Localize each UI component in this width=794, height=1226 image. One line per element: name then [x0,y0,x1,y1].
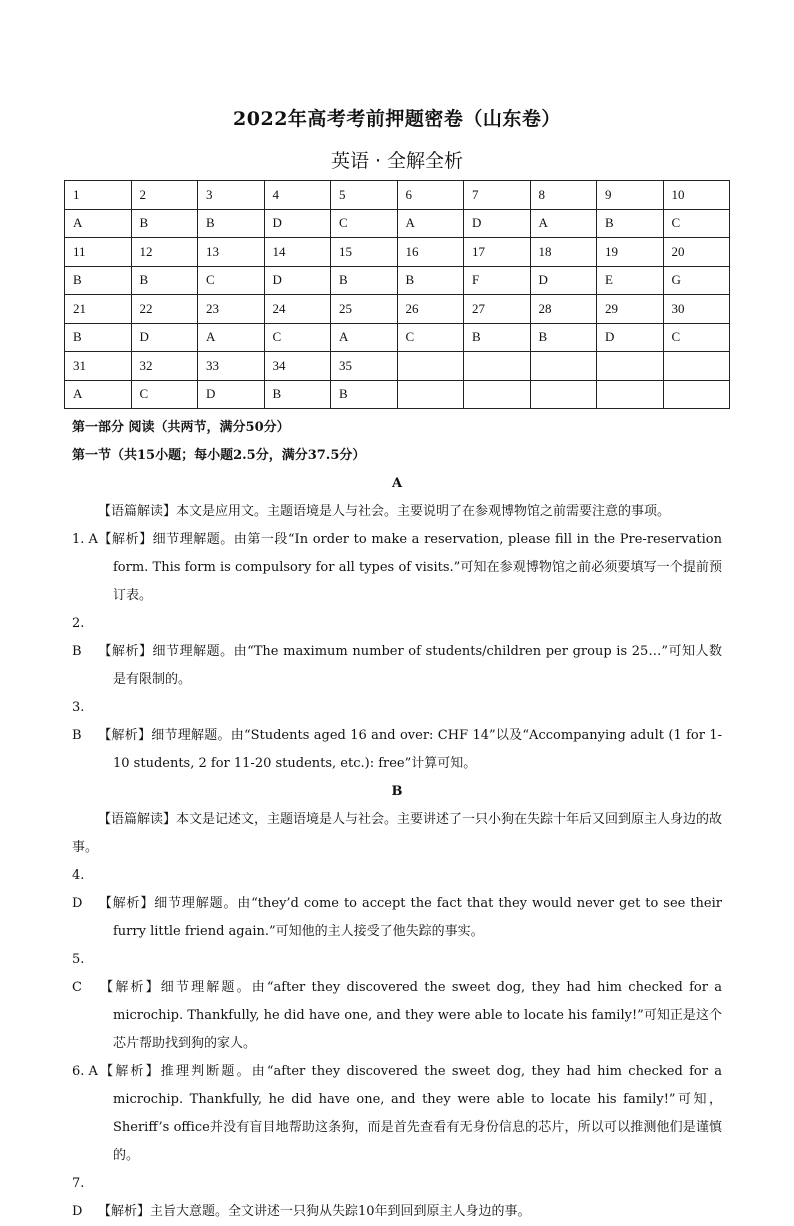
answer-row [65,266,730,295]
item-number: 2. B [72,616,85,659]
question-number-cell: 12 [131,238,198,267]
passage-a-items [72,526,722,778]
explanation-item [72,610,722,694]
answer-row [65,181,730,210]
answer-row [65,380,730,409]
answer-cell: C [663,209,730,238]
answer-cell [597,380,664,409]
question-number-cell: 35 [331,352,398,381]
answer-cell: C [331,209,398,238]
question-number-cell: 31 [65,352,132,381]
question-number-cell [597,352,664,381]
answer-cell: B [597,209,664,238]
answer-table [64,180,730,409]
answer-cell [663,380,730,409]
explanation-item [72,1058,722,1170]
answer-cell: D [264,266,331,295]
answer-cell: B [331,380,398,409]
question-number-cell: 29 [597,295,664,324]
answer-cell: E [597,266,664,295]
item-text: 【解析】细节理解题。由第一段“In order to make a reservation, please fill in the Pre-reservation form. This form is compulsory for all types of visits.”可知在参观博物馆之前必须要填写一个提前预订表。 [98,532,722,603]
answer-cell: B [65,323,132,352]
answer-cell: F [464,266,531,295]
item-number: 1. A [72,532,98,547]
question-number-cell: 4 [264,181,331,210]
question-number-cell: 16 [397,238,464,267]
item-text: 【解析】细节理解题。由“they’d come to accept the fact that they would never get to see their furry little friend again.”可知他的主人接受了他失踪的事实。 [98,896,722,939]
answer-cell: C [131,380,198,409]
answer-row [65,323,730,352]
question-number-cell [663,352,730,381]
question-number-cell: 25 [331,295,398,324]
item-text: 【解析】细节理解题。由“The maximum number of students/children per group is 25…”可知人数是有限制的。 [98,644,722,687]
passage-b-items [72,862,722,1226]
explanation-item [72,1170,722,1226]
question-number-cell: 1 [65,181,132,210]
question-number-cell [397,352,464,381]
answer-row [65,209,730,238]
answer-cell [530,380,597,409]
item-number: 7. D [72,1176,85,1219]
answer-cell: B [464,323,531,352]
explanations-body [72,414,722,1226]
document-subtitle: 英语 · 全解全析 [330,150,464,172]
answer-cell: C [397,323,464,352]
answer-cell: B [131,266,198,295]
question-number-cell: 3 [198,181,265,210]
answer-cell: B [131,209,198,238]
explanation-item [72,526,722,610]
question-number-cell: 7 [464,181,531,210]
explanation-item [72,946,722,1058]
question-number-cell: 6 [397,181,464,210]
answer-cell: B [264,380,331,409]
question-number-cell: 34 [264,352,331,381]
question-number-cell: 22 [131,295,198,324]
answer-cell: B [198,209,265,238]
question-number-cell: 13 [198,238,265,267]
answer-cell: A [198,323,265,352]
question-number-cell: 21 [65,295,132,324]
answer-cell: D [264,209,331,238]
section-title: 第一节（共15小题；每小题2.5分，满分37.5分） [72,448,366,463]
answer-cell [397,380,464,409]
question-number-cell: 19 [597,238,664,267]
question-number-cell: 20 [663,238,730,267]
passage-a-intro: 【语篇解读】本文是应用文。主题语境是人与社会。主要说明了在参观博物馆之前需要注意的事项。 [98,504,671,519]
question-number-cell: 18 [530,238,597,267]
answer-row [65,352,730,381]
answer-cell: A [65,209,132,238]
item-number: 3. B [72,700,85,743]
question-number-cell: 32 [131,352,198,381]
question-number-cell: 2 [131,181,198,210]
passage-b-intro: 【语篇解读】本文是记述文，主题语境是人与社会。主要讲述了一只小狗在失踪十年后又回到原主人身边的故事。 [72,812,723,855]
answer-cell: B [397,266,464,295]
question-number-cell [464,352,531,381]
answer-row [65,238,730,267]
answer-row [65,295,730,324]
answer-cell: B [530,323,597,352]
answer-cell: C [663,323,730,352]
item-number: 5. C [72,952,85,995]
answer-cell: D [198,380,265,409]
question-number-cell: 28 [530,295,597,324]
passage-b-label: B [391,784,403,799]
answer-cell: A [331,323,398,352]
question-number-cell: 15 [331,238,398,267]
item-text: 【解析】细节理解题。由“after they discovered the sweet dog, they had him checked for a microchip. Thankfully, he did have one, and they were able to locate his family!”可知正是这个芯片帮助找到狗的家人。 [98,980,722,1051]
question-number-cell [530,352,597,381]
answer-cell: D [597,323,664,352]
passage-a-label: A [391,476,403,491]
question-number-cell: 9 [597,181,664,210]
question-number-cell: 24 [264,295,331,324]
item-number: 4. D [72,868,85,911]
question-number-cell: 8 [530,181,597,210]
question-number-cell: 17 [464,238,531,267]
question-number-cell: 11 [65,238,132,267]
answer-cell: D [530,266,597,295]
answer-cell: A [65,380,132,409]
answer-cell: A [397,209,464,238]
answer-cell: B [331,266,398,295]
answer-cell: B [65,266,132,295]
question-number-cell: 27 [464,295,531,324]
item-number: 6. A [72,1064,98,1079]
question-number-cell: 23 [198,295,265,324]
question-number-cell: 30 [663,295,730,324]
question-number-cell: 5 [331,181,398,210]
answer-cell: G [663,266,730,295]
question-number-cell: 33 [198,352,265,381]
explanation-item [72,862,722,946]
item-text: 【解析】主旨大意题。全文讲述一只狗从失踪10年到回到原主人身边的事。 [98,1204,531,1219]
question-number-cell: 14 [264,238,331,267]
answer-cell: C [264,323,331,352]
explanation-item [72,694,722,778]
answer-cell [464,380,531,409]
document-title: 2022年高考考前押题密卷（山东卷） [233,108,561,130]
item-text: 【解析】细节理解题。由“Students aged 16 and over: CHF 14”以及“Accompanying adult (1 for 1-10 students, 2 for 11-20 students, etc.): free”计算可知。 [98,728,722,771]
question-number-cell: 26 [397,295,464,324]
answer-cell: A [530,209,597,238]
item-text: 【解析】推理判断题。由“after they discovered the sweet dog, they had him checked for a microchip. Thankfully, he did have one, and they were able to locate his family!”可知，Sheriff’s office并没有盲目地帮助这条狗，而是首先查看有无身份信息的芯片，所以可以推测他们是谨慎的。 [98,1064,722,1163]
answer-cell: C [198,266,265,295]
question-number-cell: 10 [663,181,730,210]
answer-cell: D [131,323,198,352]
part-title: 第一部分 阅读（共两节，满分50分） [72,420,290,435]
answer-cell: D [464,209,531,238]
